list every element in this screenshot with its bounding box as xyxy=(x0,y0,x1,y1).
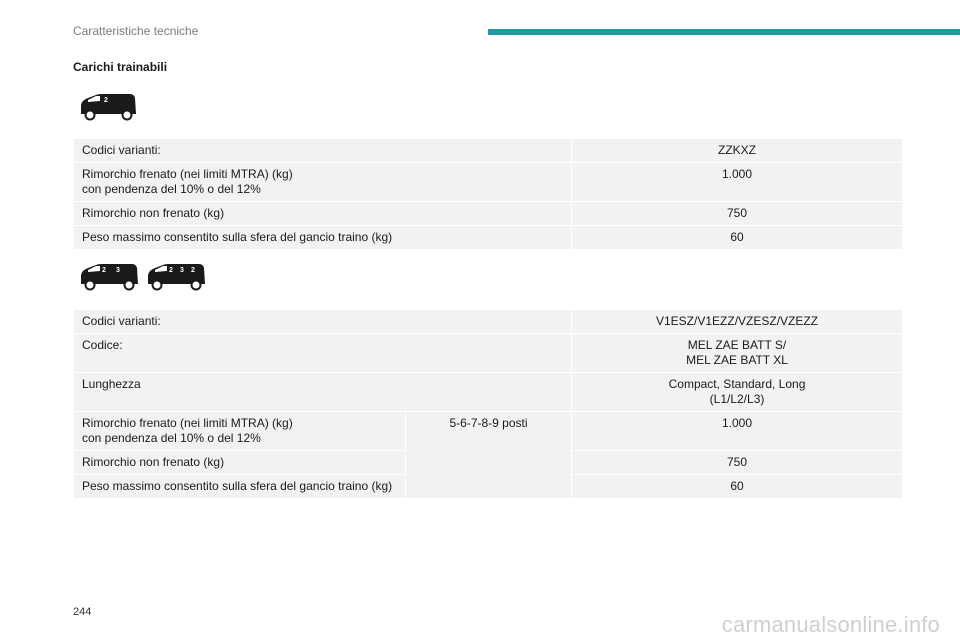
svg-text:2: 2 xyxy=(102,267,106,274)
row-label: Lunghezza xyxy=(74,373,572,412)
header-accent-bar xyxy=(488,29,960,35)
header-title: Caratteristiche tecniche xyxy=(73,24,199,38)
row-label: Rimorchio frenato (nei limiti MTRA) (kg) con pendenza del 10% o del 12% xyxy=(74,163,572,202)
row-value: MEL ZAE BATT S/ MEL ZAE BATT XL xyxy=(572,334,903,373)
row-label: Codice: xyxy=(74,334,572,373)
table-row xyxy=(74,373,903,412)
van-2-seats-icon xyxy=(78,92,138,122)
table-row xyxy=(74,334,903,373)
page-number: 244 xyxy=(73,606,92,618)
row-value: 1.000 xyxy=(572,163,903,202)
row-label: Rimorchio frenato (nei limiti MTRA) (kg) con pendenza del 10% o del 12% xyxy=(74,412,406,451)
row-value: 60 xyxy=(572,475,903,499)
table-row xyxy=(74,163,903,202)
row-value: 750 xyxy=(572,202,903,226)
row-label: Rimorchio non frenato (kg) xyxy=(74,202,572,226)
svg-text:2: 2 xyxy=(191,267,195,274)
row-label: Peso massimo consentito sulla sfera del gancio traino (kg) xyxy=(74,475,406,499)
row-label: Codici varianti: xyxy=(74,310,572,334)
table-row xyxy=(74,202,903,226)
row-value: ZZKXZ xyxy=(572,139,903,163)
svg-text:3: 3 xyxy=(116,267,120,274)
svg-text:3: 3 xyxy=(180,267,184,274)
row-label: Codici varianti: xyxy=(74,139,572,163)
row-value: 60 xyxy=(572,226,903,250)
svg-text:2: 2 xyxy=(169,267,173,274)
row-value: 750 xyxy=(572,451,903,475)
table-row xyxy=(74,139,903,163)
towing-table-2 xyxy=(73,309,903,499)
van-3-rows-icon xyxy=(145,262,207,292)
watermark: carmanualsonline.info xyxy=(721,612,940,637)
seats-cell: 5-6-7-8-9 posti xyxy=(406,412,572,499)
row-value: 1.000 xyxy=(572,412,903,451)
row-label: Peso massimo consentito sulla sfera del gancio traino (kg) xyxy=(74,226,572,250)
row-label: Rimorchio non frenato (kg) xyxy=(74,451,406,475)
row-value: Compact, Standard, Long (L1/L2/L3) xyxy=(572,373,903,412)
van-2-rows-icon xyxy=(78,262,140,292)
table-row xyxy=(74,310,903,334)
table-row xyxy=(74,412,903,451)
table-row xyxy=(74,226,903,250)
towing-table-1 xyxy=(73,138,903,250)
row-value: V1ESZ/V1EZZ/VZESZ/VZEZZ xyxy=(572,310,903,334)
section-title: Carichi trainabili xyxy=(73,60,168,74)
svg-text:2: 2 xyxy=(104,97,108,104)
